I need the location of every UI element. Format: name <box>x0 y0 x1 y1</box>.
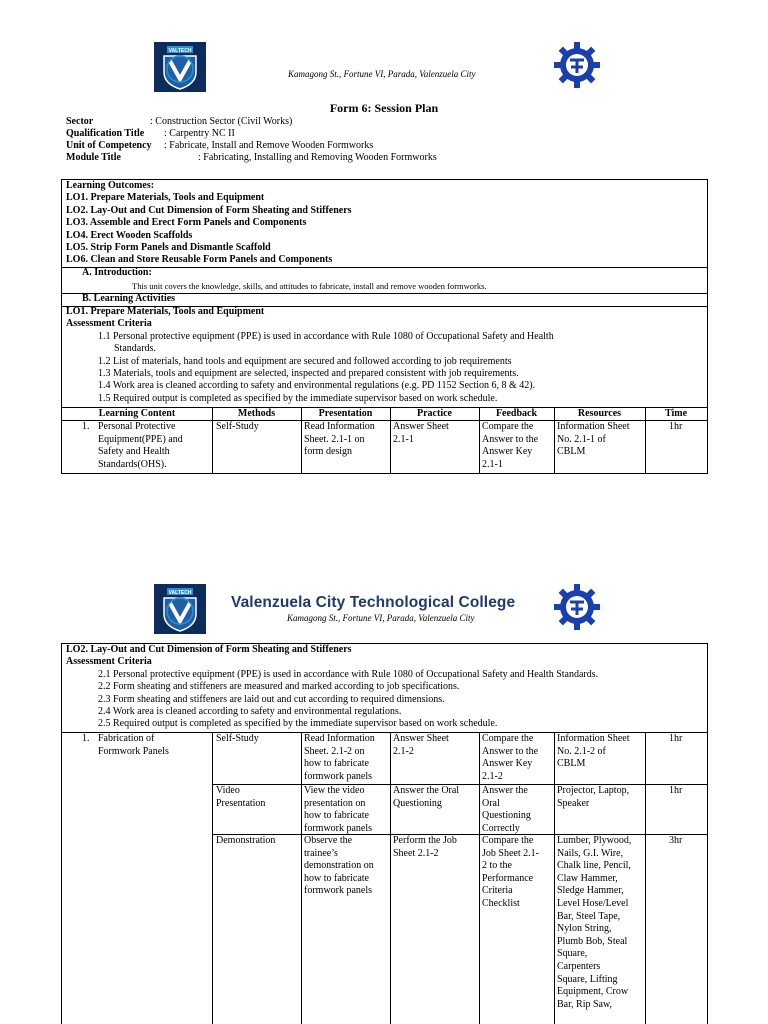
criterion: 2.5 Required output is completed as specified by the immediate supervisor based on work schedule. <box>98 718 498 730</box>
learning-outcome: LO1. Prepare Materials, Tools and Equipment <box>66 192 265 204</box>
college-name: Valenzuela City Technological College <box>231 594 516 611</box>
learning-activities-heading: B. Learning Activities <box>82 293 176 304</box>
plan-metadata <box>66 116 437 164</box>
learning-outcome: LO2. Lay-Out and Cut Dimension of Form Sheating and Stiffeners <box>66 204 352 216</box>
time-cell: 1hr <box>669 785 683 796</box>
valtech-logo <box>154 584 206 634</box>
presentation-cell: View the video presentation on how to fabricate formwork panels <box>304 785 373 834</box>
criterion: 1.1 Personal protective equipment (PPE) is used in accordance with Rule 1080 of Occupational Safety and Health <box>98 330 554 342</box>
valtech-logo-text: VALTECH <box>168 589 192 596</box>
lo1-section <box>66 306 554 405</box>
methods-cell: Self-Study <box>216 421 259 432</box>
meta-unit: Unit of Competency : Fabricate, Install and Remove Wooden Formworks <box>66 140 374 151</box>
session-plan-page-2 <box>0 576 768 1024</box>
address: Kamagong St., Fortune VI, Parada, Valenzuela City <box>287 613 475 623</box>
feedback-cell: Compare the Answer to the Answer Key 2.1-2 <box>482 733 539 782</box>
header-presentation: Presentation <box>318 408 373 419</box>
meta-qualification: Qualification Title : Carpentry NC II <box>66 128 235 139</box>
learning-outcome: LO3. Assemble and Erect Form Panels and Components <box>66 217 307 229</box>
tesda-gear-logo <box>552 582 602 632</box>
criterion: 2.3 Form sheating and stiffeners are laid out and cut according to required dimensions. <box>98 693 445 705</box>
practice-cell: Answer Sheet 2.1-2 <box>393 733 449 757</box>
criterion: 2.1 Personal protective equipment (PPE) is used in accordance with Rule 1080 of Occupational Safety and Health Standards. <box>98 668 599 680</box>
session-plan-table-lo2 <box>61 643 708 1024</box>
tesda-gear-logo <box>552 40 602 90</box>
introduction-text: This unit covers the knowledge, skills, and attitudes to fabricate, install and remove wooden formworks. <box>132 281 487 291</box>
learning-outcome: LO5. Strip Form Panels and Dismantle Scaffold <box>66 241 271 253</box>
introduction-heading: A. Introduction: <box>82 267 152 278</box>
time-cell: 1hr <box>669 733 683 744</box>
header-practice: Practice <box>417 408 452 419</box>
learning-content-cell: Fabrication of Formwork Panels <box>98 733 169 757</box>
practice-cell: Perform the Job Sheet 2.1-2 <box>393 835 457 859</box>
presentation-cell: Read Information Sheet. 2.1-1 on form design <box>304 421 375 458</box>
methods-cell: Video Presentation <box>216 785 266 809</box>
session-plan-page-1 <box>0 0 768 480</box>
meta-sector: Sector : Construction Sector (Civil Works) <box>66 116 293 127</box>
lo-heading: LO1. Prepare Materials, Tools and Equipment <box>66 306 265 317</box>
header-feedback: Feedback <box>495 408 538 419</box>
criterion: 1.5 Required output is completed as specified by the immediate supervisor based on work schedule. <box>98 392 498 404</box>
header-methods: Methods <box>237 408 276 419</box>
valtech-logo <box>154 42 206 92</box>
resources-cell: Lumber, Plywood, Nails, G.I. Wire, Chalk line, Pencil, Claw Hammer, Sledge Hammer, Level Hose/Level Bar, Steel Tape, Nylon String, Plumb Bob, Steal Square, Carpenters Square, Lifting Equipment, Crow Bar, Rip Saw, <box>557 835 632 1010</box>
resources-cell: Information Sheet No. 2.1-2 of CBLM <box>557 733 630 770</box>
lo2-section <box>66 644 598 731</box>
practice-cell: Answer the Oral Questioning <box>393 785 460 809</box>
presentation-cell: Read Information Sheet. 2.1-2 on how to fabricate formwork panels <box>304 733 375 782</box>
session-plan-table <box>61 179 708 474</box>
form-title: Form 6: Session Plan <box>329 101 439 115</box>
criterion: 2.4 Work area is cleaned according to safety and environmental regulations. <box>98 705 402 717</box>
practice-cell: Answer Sheet 2.1-1 <box>393 421 449 445</box>
learning-outcome: LO6. Clean and Store Reusable Form Panels and Components <box>66 254 333 266</box>
criterion: 1.3 Materials, tools and equipment are selected, inspected and prepared consistent with job requirements. <box>98 367 519 379</box>
feedback-cell: Answer the Oral Questioning Correctly <box>482 785 531 834</box>
header-learning-content: Learning Content <box>98 408 176 419</box>
criteria-heading: Assessment Criteria <box>66 656 152 668</box>
header-time: Time <box>664 408 688 419</box>
valtech-logo-text: VALTECH <box>168 47 192 54</box>
learning-outcomes-title: Learning Outcomes: <box>66 180 155 191</box>
criterion: Standards. <box>114 343 156 355</box>
methods-cell: Demonstration <box>216 835 276 846</box>
learning-outcome: LO4. Erect Wooden Scaffolds <box>66 229 193 241</box>
feedback-cell: Compare the Answer to the Answer Key 2.1-1 <box>482 421 539 470</box>
resources-cell: Projector, Laptop, Speaker <box>557 785 630 809</box>
learning-content-cell: Personal Protective Equipment(PPE) and Safety and Health Standards(OHS). <box>98 421 183 470</box>
time-cell: 1hr <box>669 421 683 432</box>
criterion: 2.2 Form sheating and stiffeners are measured and marked according to job specifications. <box>98 681 460 693</box>
header-resources: Resources <box>577 408 622 419</box>
address: Kamagong St., Fortune VI, Parada, Valenzuela City <box>288 69 476 79</box>
feedback-cell: Compare the Job Sheet 2.1- 2 to the Performance Criteria Checklist <box>482 835 539 909</box>
criterion: 1.4 Work area is cleaned according to safety and environmental regulations (e.g. PD 1152 Section 6, 8 & 42). <box>98 380 536 392</box>
methods-cell: Self-Study <box>216 733 259 744</box>
content-number: 1. <box>82 421 90 432</box>
lo-heading: LO2. Lay-Out and Cut Dimension of Form Sheating and Stiffeners <box>66 644 352 655</box>
criterion: 1.2 List of materials, hand tools and equipment are secured and followed according to job requirements <box>98 355 512 367</box>
learning-outcomes <box>66 180 352 267</box>
time-cell: 3hr <box>669 835 683 846</box>
resources-cell: Information Sheet No. 2.1-1 of CBLM <box>557 421 630 458</box>
content-number: 1. <box>82 733 90 744</box>
meta-module: Module Title : Fabricating, Installing and Removing Wooden Formworks <box>66 152 437 163</box>
presentation-cell: Observe the trainee’s demonstration on how to fabricate formwork panels <box>304 835 374 897</box>
criteria-heading: Assessment Criteria <box>66 318 152 330</box>
